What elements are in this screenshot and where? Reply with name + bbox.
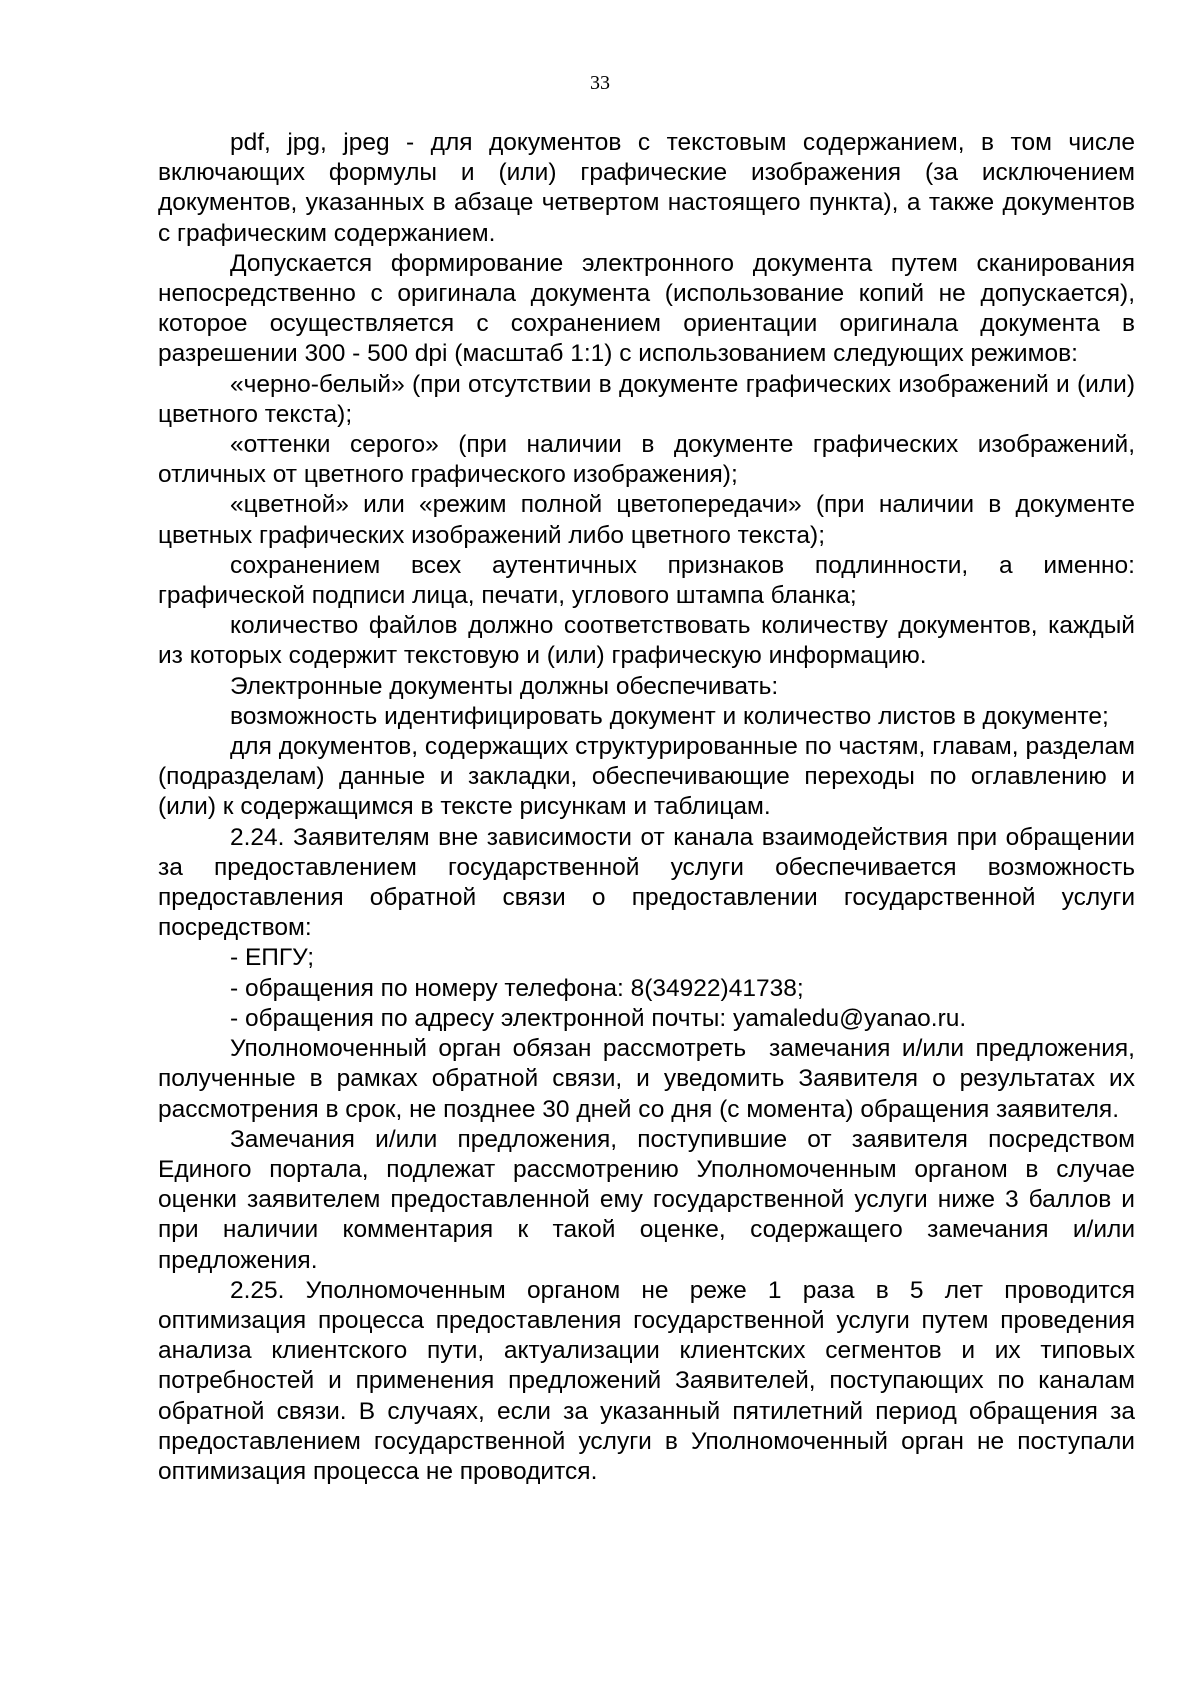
- paragraph-section-2-24: 2.24. Заявителям вне зависимости от канала взаимодействия при обращении за предоставлением государственной услуги обеспечивается возможность предоставления обратной связи о предоставлении государственной услуги посредством:: [158, 823, 1142, 942]
- paragraph-mode-color: «цветной» или «режим полной цветопередачи» (при наличии в документе цветных графических изображений либо цветного текста);: [158, 491, 1142, 549]
- paragraph-mode-grayscale: «оттенки серого» (при наличии в документе графических изображений, отличных от цветного графического изображения);: [158, 431, 1142, 489]
- paragraph-mode-black-white: «черно-белый» (при отсутствии в документе графических изображений и (или) цветного текста);: [158, 370, 1142, 428]
- paragraph-scanning-allowed: Допускается формирование электронного документа путем сканирования непосредственно с оригинала документа (использование копий не допускается), которое осуществляется с сохранением ориентации оригинала документа в разрешении 300 - 500 dpi (масштаб 1:1) с использованием следующих режимов:: [158, 249, 1142, 368]
- list-item-epgu: - ЕПГУ;: [230, 944, 315, 972]
- list-item-phone: - обращения по номеру телефона: 8(34922)41738;: [230, 974, 804, 1002]
- document-body: [158, 128, 1142, 1487]
- paragraph-file-count: количество файлов должно соответствовать количеству документов, каждый из которых содержит текстовую и (или) графическую информацию.: [158, 612, 1142, 670]
- paragraph-bookmarks: для документов, содержащих структурированные по частям, главам, разделам (подразделам) данные и закладки, обеспечивающие переходы по оглавлению и (или) к содержащимся в тексте рисункам и таблицам.: [158, 733, 1142, 821]
- page-number: 33: [590, 72, 610, 94]
- paragraph-portal-feedback: Замечания и/или предложения, поступившие от заявителя посредством Единого портала, подлежат рассмотрению Уполномоченным органом в случае оценки заявителем предоставленной ему государственной услуги ниже 3 баллов и при наличии комментария к такой оценке, содержащего замечания и/или предложения.: [158, 1125, 1142, 1274]
- paragraph-identify-document: возможность идентифицировать документ и количество листов в документе;: [230, 702, 1109, 730]
- list-item-email: - обращения по адресу электронной почты: yamaledu@yanao.ru.: [230, 1004, 967, 1032]
- paragraph-electronic-docs-intro: Электронные документы должны обеспечивать:: [230, 672, 779, 700]
- paragraph-section-2-25: 2.25. Уполномоченным органом не реже 1 раза в 5 лет проводится оптимизация процесса предоставления государственной услуги путем проведения анализа клиентского пути, актуализации клиентских сегментов и их типовых потребностей и применения предложений Заявителей, поступающих по каналам обратной связи. В случаях, если за указанный пятилетний период обращения за предоставлением государственной услуги в Уполномоченный орган не поступали оптимизация процесса не проводится.: [158, 1276, 1142, 1485]
- paragraph-review-obligation: Уполномоченный орган обязан рассмотреть замечания и/или предложения, полученные в рамках обратной связи, и уведомить Заявителя о результатах их рассмотрения в срок, не позднее 30 дней со дня (с момента) обращения заявителя.: [158, 1035, 1142, 1123]
- paragraph-authenticity: сохранением всех аутентичных признаков подлинности, а именно: графической подписи лица, печати, углового штампа бланка;: [158, 551, 1142, 610]
- paragraph-file-formats: pdf, jpg, jpeg - для документов с текстовым содержанием, в том числе включающих формулы и (или) графические изображения (за исключением документов, указанных в абзаце четвертом настоящего пункта), а также документов с графическим содержанием.: [158, 129, 1142, 247]
